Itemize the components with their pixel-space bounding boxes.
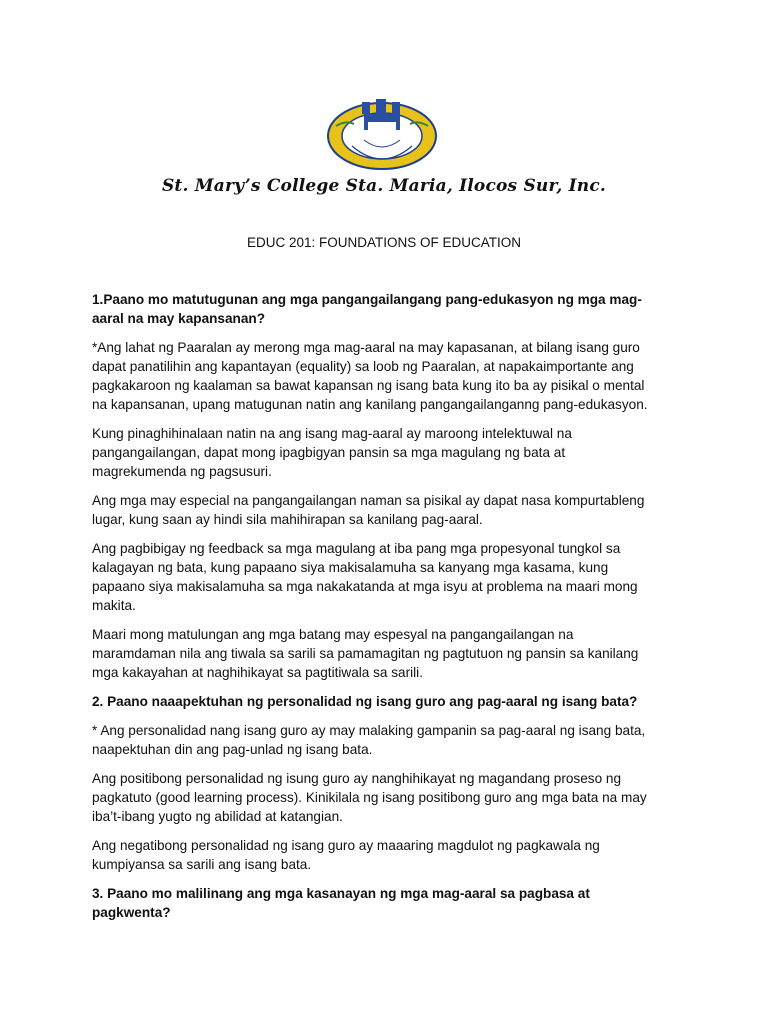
answer-paragraph: Ang pagbibigay ng feedback sa mga magulang at iba pang mga propesyonal tungkol sa kalagayan ng bata, kung papaano siya makisalamuha sa kanyang mga kasama, kung papaano siya makisalamuha sa mga nakakatanda at mga isyu at problema na maari mong makita.: [92, 541, 638, 613]
question-1: 1.Paano mo matutugunan ang mga pangangailangang pang-edukasyon ng mga mag-aaral na may kapansanan?: [92, 292, 642, 326]
college-name-heading: St. Mary’s College Sta. Maria, Ilocos Sur, Inc.: [161, 176, 607, 196]
answer-paragraph: * Ang personalidad nang isang guro ay may malaking gampanin sa pag-aaral ng isang bata, naapektuhan din ang pag-unlad ng isang bata.: [92, 723, 646, 757]
course-title: EDUC 201: FOUNDATIONS OF EDUCATION: [246, 235, 522, 250]
answer-paragraph: Ang mga may especial na pangangailangan naman sa pisikal ay dapat nasa kompurtableng lugar, kung saan ay hindi sila mahihirapan sa kanilang pag-aaral.: [92, 493, 645, 527]
question-3: 3. Paano mo malilinang ang mga kasanayan ng mga mag-aaral sa pagbasa at pagkwenta?: [92, 886, 590, 920]
document-body: [92, 290, 652, 932]
answer-paragraph: Ang negatibong personalidad ng isang guro ay maaaring magdulot ng pagkawala ng kumpiyansa sa sarili ang isang bata.: [92, 838, 600, 872]
answer-paragraph: Kung pinaghihinalaan natin na ang isang mag-aaral ay maroong intelektuwal na pangangailangan, dapat mong ipagbigyan pansin sa mga magulang ng bata at magrekumenda ng pagsusuri.: [92, 426, 572, 479]
answer-paragraph: *Ang lahat ng Paaralan ay merong mga mag-aaral na may kapasanan, at bilang isang guro dapat panatilihin ang kapantayan (equality) sa loob ng Paaralan, at napakaimportante ang pagkakaroon ng kaalaman sa bawat kapansan ng isang bata kung ito ba ay pisikal o mental na kapansanan, upang matugunan natin ang kanilang pangangailanganng pang-edukasyon.: [92, 340, 648, 412]
answer-paragraph: Ang positibong personalidad ng isung guro ay nanghihikayat ng magandang proseso ng pagkatuto (good learning process). Kinikilala ng isang positibong guro ang mga bata na may iba’t-ibang yugto ng abilidad at katangian.: [92, 771, 647, 824]
answer-paragraph: Maari mong matulungan ang mga batang may espesyal na pangangailangan na maramdaman nila ang tiwala sa sarili sa pamamagitan ng pagtutuon ng pansin sa kanilang mga kakayahan at naghihikayat sa pagtitiwala sa sarili.: [92, 627, 639, 680]
question-2: 2. Paano naaapektuhan ng personalidad ng isang guro ang pag-aaral ng isang bata?: [92, 694, 638, 709]
college-seal-logo: [326, 96, 438, 170]
